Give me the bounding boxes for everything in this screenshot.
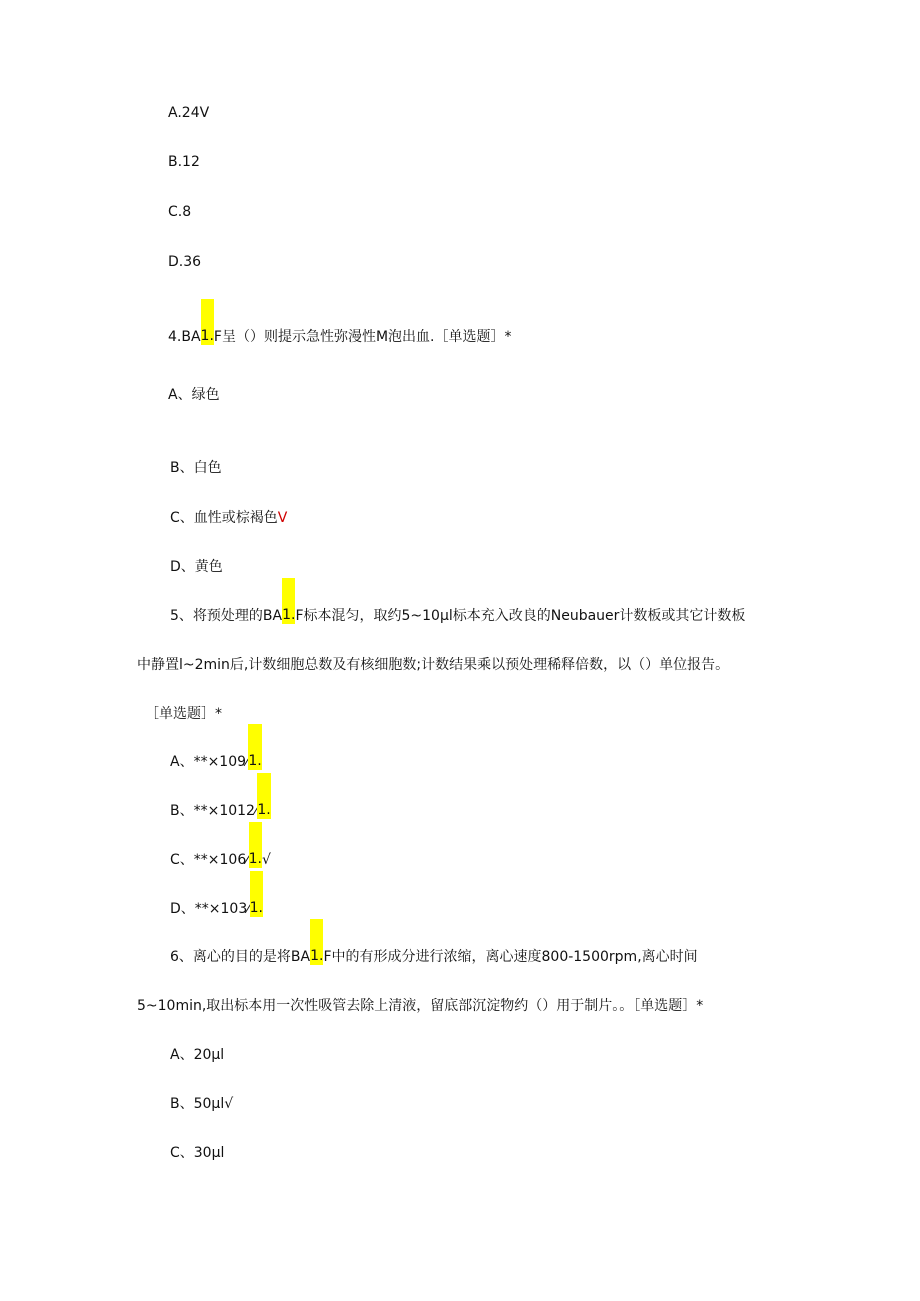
q5-option-d[interactable] — [170, 899, 263, 919]
q6-stem-pre: 6、离心的目的是将BA — [170, 949, 311, 965]
q4-stem-highlight: 1. — [201, 299, 214, 345]
q5-option-d-label: D、**×103⁄ — [170, 901, 250, 917]
q4-option-b[interactable]: B、白色 — [170, 460, 222, 476]
q6-option-b[interactable]: B、50μl√ — [170, 1096, 234, 1112]
q5-option-a[interactable] — [170, 752, 262, 772]
q5-stem-pre: 5、将预处理的BA — [170, 608, 283, 624]
q4-stem-post: F呈（）则提示急性弥漫性M泡出血.［单选题］* — [213, 329, 512, 345]
q6-option-c[interactable]: C、30μl — [170, 1145, 225, 1161]
q6-stem-post: F中的有形成分进行浓缩，离心速度800-1500rpm,离心时间 — [323, 949, 698, 965]
q5-stem-line3: ［单选题］* — [145, 706, 222, 722]
q5-stem-highlight: 1. — [282, 578, 295, 624]
q5-stem-line2: 中静置l~2min后,计数细胞总数及有核细胞数;计数结果乘以预处理稀释倍数，以（）单位报告。 — [137, 657, 730, 673]
q4-stem — [168, 327, 512, 347]
q6-stem-line2: 5~10min,取出标本用一次性吸管去除上清液，留底部沉淀物约（）用于制片。。［单选题］* — [137, 998, 704, 1014]
q5-option-c[interactable] — [170, 850, 271, 870]
q6-stem-line1 — [170, 947, 698, 967]
q5-option-a-label: A、**×109⁄ — [170, 754, 249, 770]
q4-stem-pre: 4.BA — [168, 329, 201, 345]
check-mark-icon: √ — [261, 852, 271, 868]
correct-mark-icon: V — [277, 510, 288, 526]
q6-stem-highlight: 1. — [310, 919, 323, 965]
q5-option-b-highlight: 1. — [257, 773, 270, 819]
q3-option-b[interactable]: B.12 — [168, 154, 200, 170]
q3-option-c[interactable]: C.8 — [168, 204, 192, 220]
q4-option-c[interactable] — [170, 508, 287, 528]
q5-stem-line1 — [170, 606, 745, 626]
q5-option-c-label: C、**×106⁄ — [170, 852, 249, 868]
q4-option-d[interactable]: D、黄色 — [170, 559, 223, 575]
q5-option-b[interactable] — [170, 801, 271, 821]
q5-stem-post: F标本混匀，取约5~10μl标本充入改良的Neubauer计数板或其它计数板 — [295, 608, 746, 624]
q5-option-b-label: B、**×1012⁄ — [170, 803, 258, 819]
q6-option-a[interactable]: A、20μl — [170, 1047, 225, 1063]
q4-option-a[interactable]: A、绿色 — [168, 387, 220, 403]
q3-option-d[interactable]: D.36 — [168, 254, 202, 270]
q4-option-c-label: C、血性或棕褐色 — [170, 510, 278, 526]
q3-option-a[interactable]: A.24V — [168, 105, 210, 121]
q5-option-d-highlight: 1. — [250, 871, 263, 917]
q5-option-c-highlight: 1. — [249, 822, 262, 868]
q5-option-a-highlight: 1. — [248, 724, 261, 770]
